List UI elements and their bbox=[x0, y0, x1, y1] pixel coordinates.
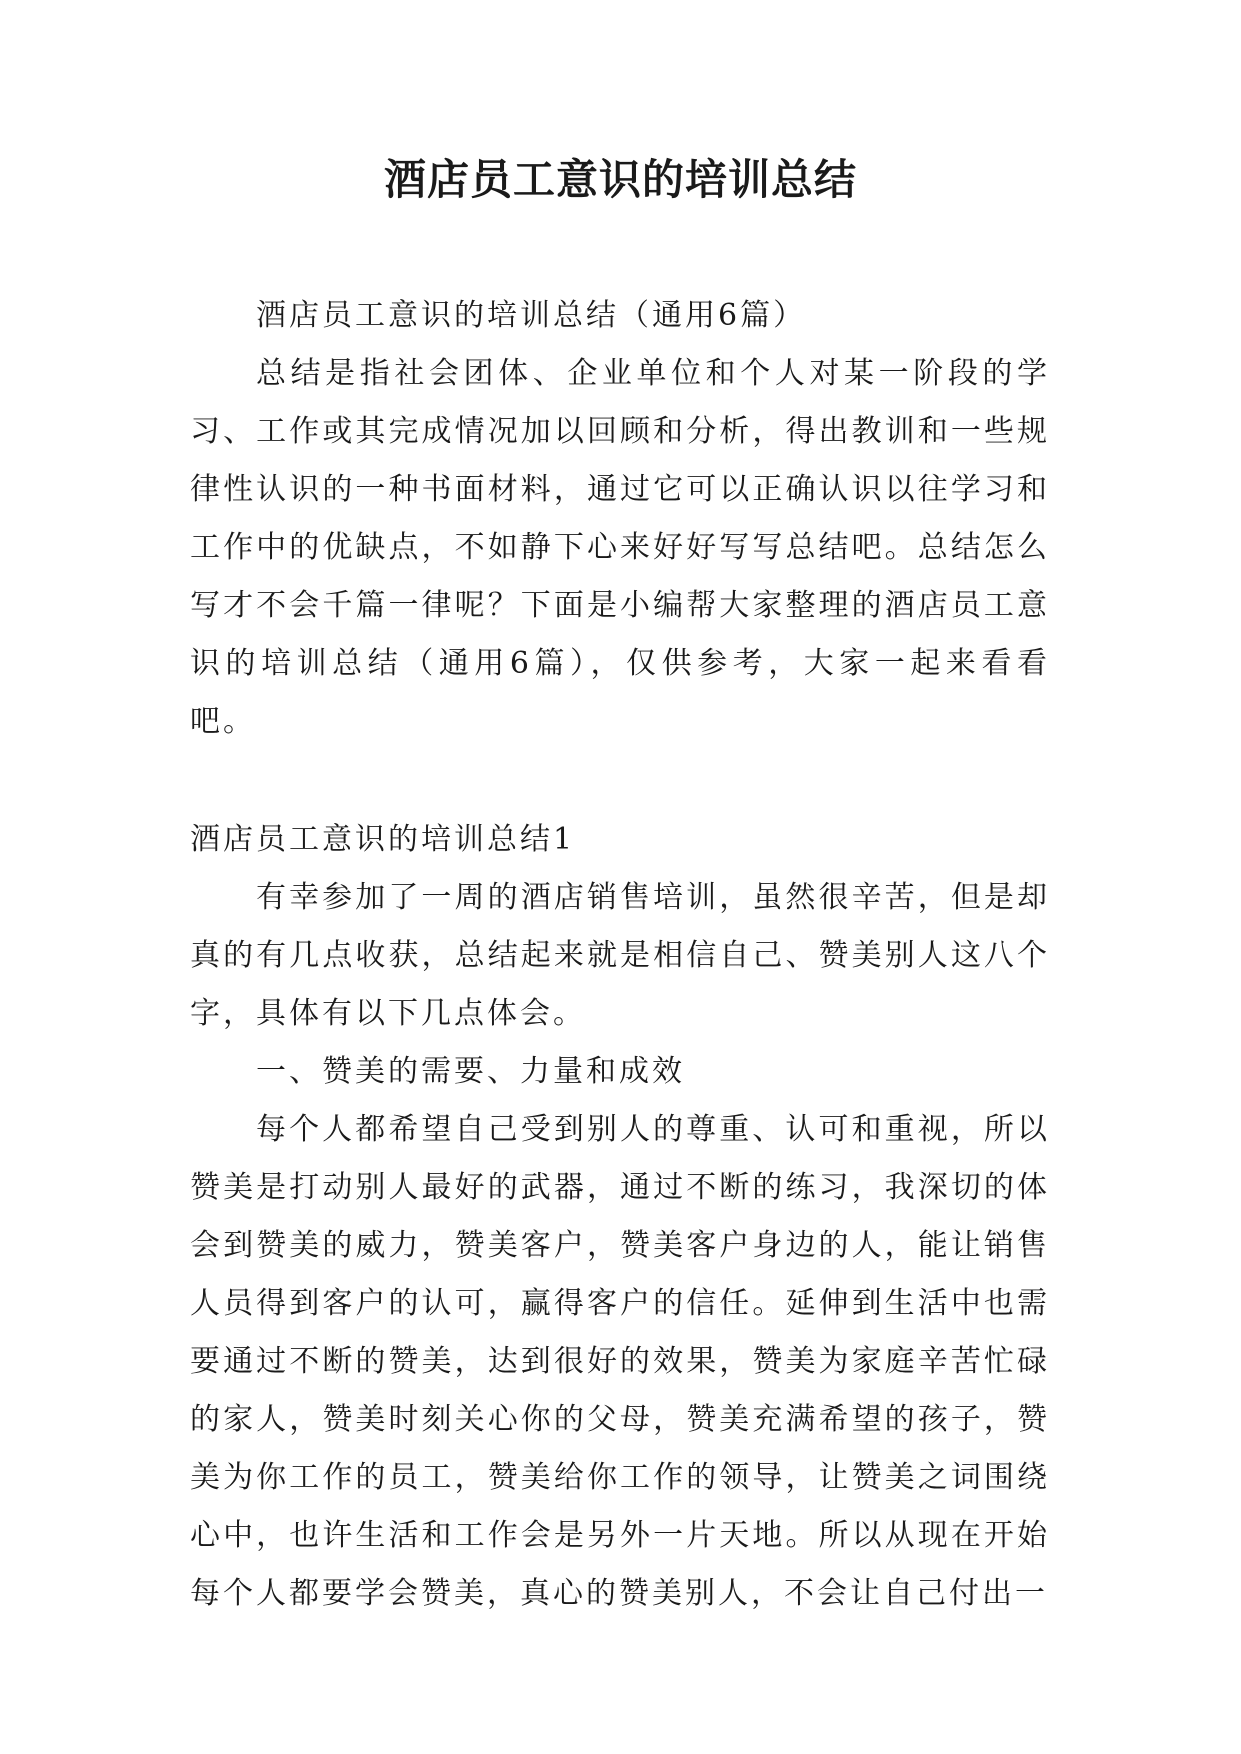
subheading: 一、赞美的需要、力量和成效 bbox=[256, 1054, 685, 1089]
body-paragraph: 每个人都希望自己受到别人的尊重、认可和重视，所以赞美是打动别人最好的武器，通过不断的练习，我深切的体会到赞美的威力，赞美客户，赞美客户身边的人，能让销售人员得到客户的认可，赢得客户的信任。延伸到生活中也需要通过不断的赞美，达到很好的效果，赞美为家庭辛苦忙碌的家人，赞美时刻关心你的父母，赞美充满希望的孩子，赞美为你工作的员工，赞美给你工作的领导，让赞美之词围绕心中，也许生活和工作会是另外一片天地。所以从现在开始每个人都要学会赞美，真心的赞美别人，不会让自己付出一 bbox=[190, 1112, 1050, 1611]
intro-paragraph: 总结是指社会团体、企业单位和个人对某一阶段的学习、工作或其完成情况加以回顾和分析，得出教训和一些规律性认识的一种书面材料，通过它可以正确认识以往学习和工作中的优缺点，不如静下心来好好写写总结吧。总结怎么写才不会千篇一律呢？下面是小编帮大家整理的酒店员工意识的培训总结（通用6篇），仅供参考，大家一起来看看吧。 bbox=[190, 356, 1050, 739]
document-subtitle: 酒店员工意识的培训总结（通用6篇） bbox=[256, 298, 807, 333]
section-spacer bbox=[190, 751, 1050, 811]
body-paragraph: 有幸参加了一周的酒店销售培训，虽然很辛苦，但是却真的有几点收获，总结起来就是相信自己、赞美别人这八个字，具体有以下几点体会。 bbox=[190, 880, 1050, 1031]
document-body bbox=[190, 287, 1050, 1623]
section-heading: 酒店员工意识的培训总结1 bbox=[190, 822, 576, 857]
document-title: 酒店员工意识的培训总结 bbox=[383, 155, 857, 204]
